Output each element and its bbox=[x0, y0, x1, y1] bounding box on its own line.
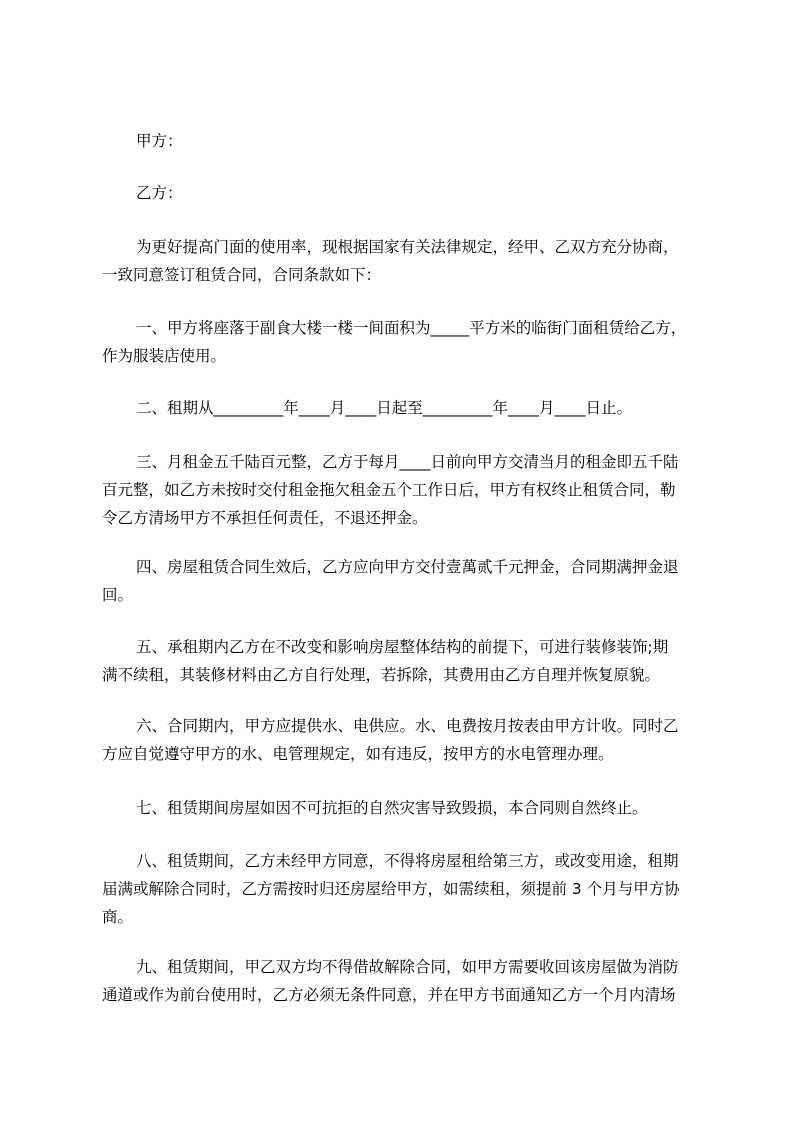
clause-1-line-2: 作为服装店使用。 bbox=[102, 347, 227, 365]
clause-3-line-3: 令乙方清场甲方不承担任何责任，不退还押金。 bbox=[102, 509, 428, 527]
intro-line-1: 为更好提高门面的使用率，现根据国家有关法律规定，经甲、乙双方充分协商， bbox=[136, 238, 679, 256]
party-a-label bbox=[102, 127, 702, 155]
party-b-label bbox=[102, 179, 702, 207]
clause-5 bbox=[102, 633, 702, 689]
clause-4 bbox=[102, 553, 702, 609]
clause-8-line-2: 届满或解除合同时，乙方需按时归还房屋给甲方，如需续租，须提前 3 个月与甲方协 bbox=[102, 880, 680, 898]
party-b-text: 乙方： bbox=[136, 184, 183, 202]
clause-8-line-1: 八、租赁期间，乙方未经甲方同意，不得将房屋租给第三方，或改变用途，租期 bbox=[136, 852, 679, 870]
clause-2 bbox=[102, 394, 702, 422]
clause-6-line-2: 方应自觉遵守甲方的水、电管理规定，如有违反，按甲方的水电管理办理。 bbox=[102, 745, 614, 763]
clause-6 bbox=[102, 712, 702, 768]
clause-9-line-2: 通道或作为前台使用时，乙方必须无条件同意，并在甲方书面通知乙方一个月内清场 bbox=[102, 986, 676, 1004]
clause-3-line-1: 三、月租金五千陆百元整，乙方于每月____日前向甲方交清当月的租金即五千陆 bbox=[136, 453, 679, 471]
clause-6-line-1: 六、合同期内，甲方应提供水、电供应。水、电费按月按表由甲方计收。同时乙 bbox=[136, 717, 679, 735]
clause-3 bbox=[102, 448, 702, 532]
clause-9-line-1: 九、租赁期间，甲乙双方均不得借故解除合同，如甲方需要收回该房屋做为消防 bbox=[136, 958, 679, 976]
clause-1 bbox=[102, 314, 702, 370]
clause-4-line-1: 四、房屋租赁合同生效后，乙方应向甲方交付壹萬贰千元押金，合同期满押金退 bbox=[136, 558, 679, 576]
clause-7-line-1: 七、租赁期间房屋如因不可抗拒的自然灾害导致毁损，本合同则自然终止。 bbox=[136, 799, 648, 817]
clause-1-line-1: 一、甲方将座落于副食大楼一楼一间面积为_____平方米的临街门面租赁给乙方， bbox=[136, 319, 687, 337]
clause-8 bbox=[102, 847, 702, 931]
intro-line-2: 一致同意签订租赁合同，合同条款如下： bbox=[102, 266, 382, 284]
clause-8-line-3: 商。 bbox=[102, 908, 134, 926]
clause-5-line-1: 五、承租期内乙方在不改变和影响房屋整体结构的前提下，可进行装修装饰;期 bbox=[136, 638, 669, 656]
clause-3-line-2: 百元整，如乙方未按时交付租金拖欠租金五个工作日后，甲方有权终止租赁合同，勒 bbox=[102, 481, 676, 499]
clause-2-line-1: 二、租期从_________年____月____日起至_________年____月____日止。 bbox=[136, 399, 633, 417]
party-a-text: 甲方： bbox=[136, 132, 183, 150]
clause-7 bbox=[102, 794, 702, 822]
clause-4-line-2: 回。 bbox=[102, 586, 134, 604]
clause-9 bbox=[102, 953, 702, 1009]
intro-paragraph bbox=[102, 233, 702, 289]
clause-5-line-2: 满不续租，其装修材料由乙方自行处理，若拆除，其费用由乙方自理并恢复原貌。 bbox=[102, 666, 661, 684]
